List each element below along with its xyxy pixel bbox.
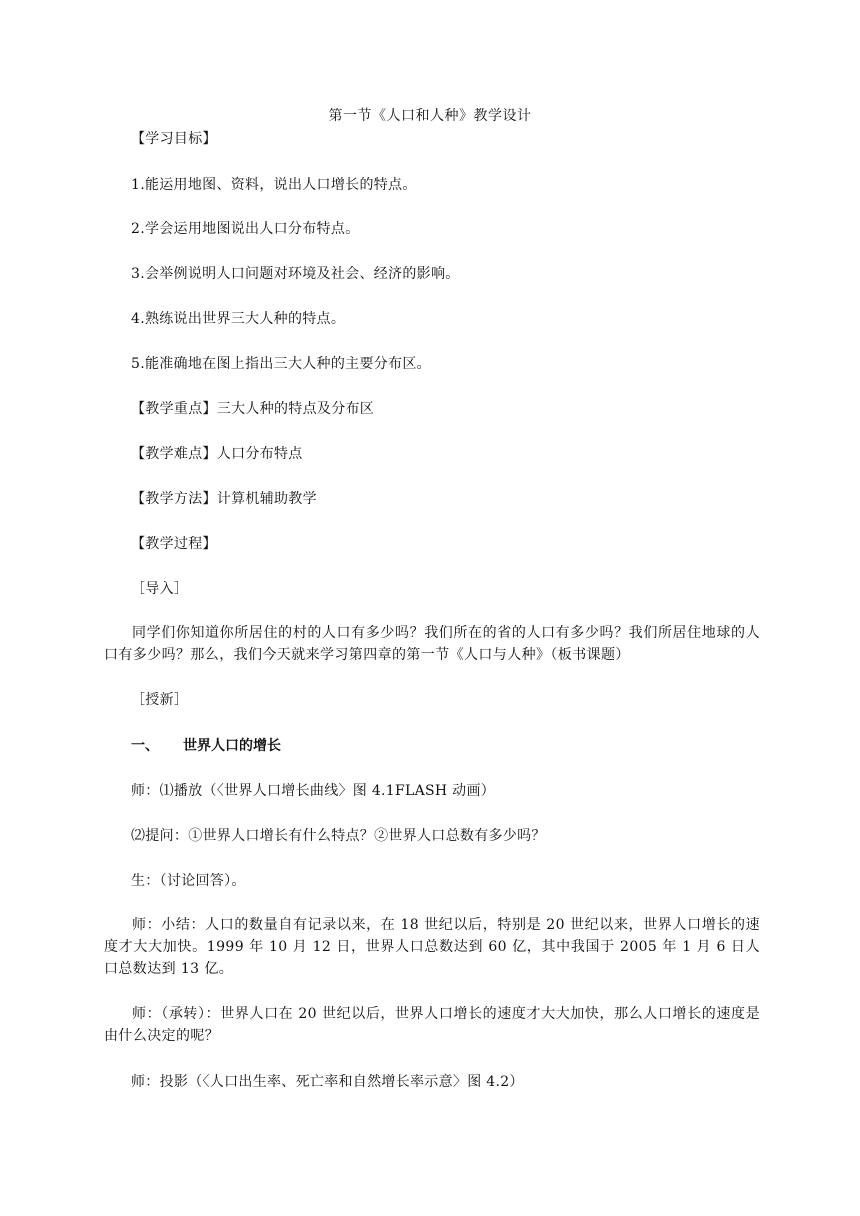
objective-item: 1.能运用地图、资料，说出人口增长的特点。	[131, 177, 417, 193]
key-point: 【教学重点】三大人种的特点及分布区	[131, 401, 375, 417]
transition-paragraph: 师：（承转）：世界人口在 20 世纪以后，世界人口增长的速度才大大加快，那么人口增长的速度是由什么决定的呢？	[104, 1006, 760, 1044]
objective-item: 3.会举例说明人口问题对环境及社会、经济的影响。	[131, 266, 460, 282]
section-title: 世界人口的增长	[183, 738, 281, 754]
document-title: 第一节《人口和人种》教学设计	[328, 108, 532, 124]
summary-paragraph: 师：小结：人口的数量自有记录以来，在 18 世纪以后，特别是 20 世纪以来，世界人口增长的速度才大大加快。1999 年 10 月 12 日，世界人口总数达到 60 亿，其中我国于 2005 年 1 月 6 日人口总数达到 13 亿。	[104, 917, 760, 977]
intro-paragraph: 同学们你知道你所居住的村的人口有多少吗？我们所在的省的人口有多少吗？我们所居住地球的人口有多少吗？那么，我们今天就来学习第四章的第一节《人口与人种》（板书课题）	[104, 625, 760, 663]
teacher-play-line: 师：⑴播放（〈世界人口增长曲线〉图 4.1FLASH 动画）	[131, 783, 496, 799]
projection-line: 师：投影（〈人口出生率、死亡率和自然增长率示意〉图 4.2）	[131, 1074, 524, 1090]
question-line: ⑵提问：①世界人口增长有什么特点？②世界人口总数有多少吗？	[131, 828, 546, 844]
student-line: 生：（讨论回答）。	[131, 873, 246, 889]
difficulty-point: 【教学难点】人口分布特点	[131, 446, 303, 462]
intro-label: ［导入］	[131, 581, 189, 597]
section-number: 一、	[131, 738, 159, 754]
section-heading	[131, 736, 281, 756]
objective-item: 2.学会运用地图说出人口分布特点。	[131, 221, 360, 237]
process-heading: 【教学过程】	[131, 536, 217, 552]
teaching-method: 【教学方法】计算机辅助教学	[131, 491, 317, 507]
new-lesson-label: ［授新］	[131, 692, 189, 708]
objectives-heading: 【学习目标】	[131, 131, 217, 147]
objective-item: 5.能准确地在图上指出三大人种的主要分布区。	[131, 356, 431, 372]
objective-item: 4.熟练说出世界三大人种的特点。	[131, 311, 346, 327]
